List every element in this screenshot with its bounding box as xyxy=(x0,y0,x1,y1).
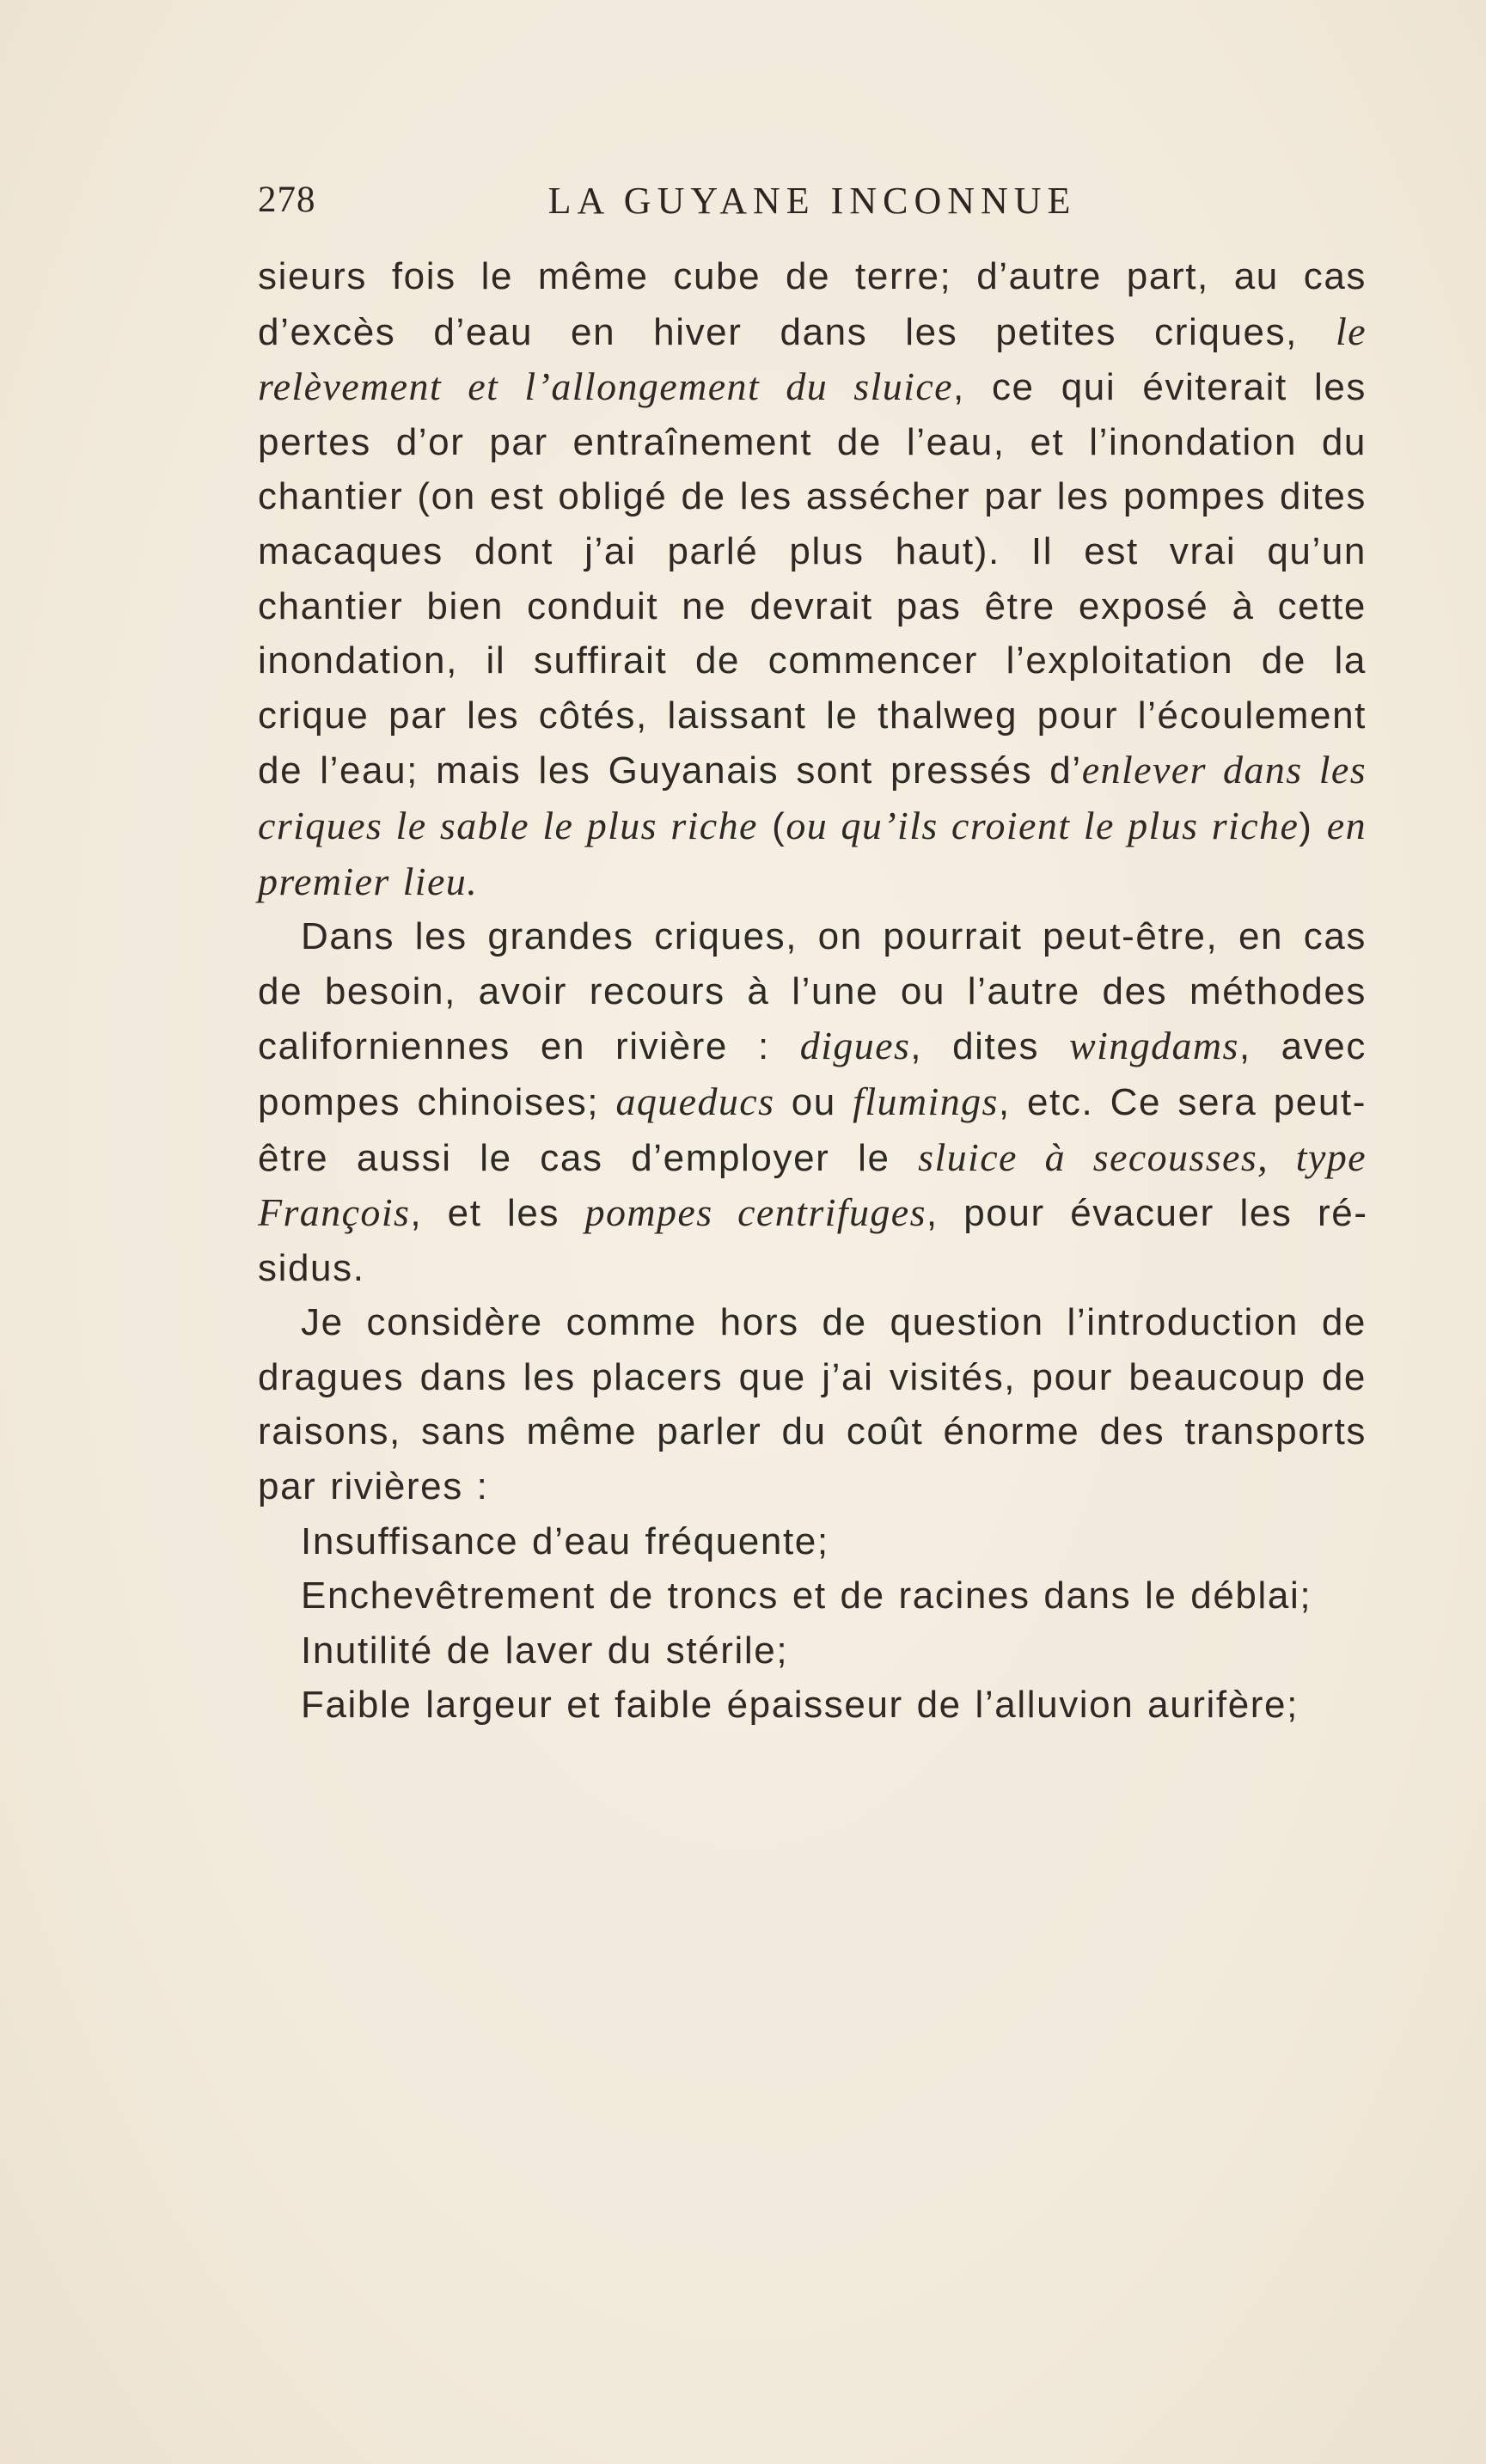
italic-text: ou qu’ils croient le plus riche xyxy=(786,803,1299,847)
text-run: ou xyxy=(774,1080,853,1123)
paragraph xyxy=(258,1295,1367,1513)
paragraph xyxy=(258,249,1367,909)
text-run: Enchevêtrement de troncs et de racines dans le déblai; xyxy=(301,1574,1312,1617)
paragraph xyxy=(258,1678,1367,1733)
page-number: 278 xyxy=(258,180,316,220)
text-run: Insuffisance d’eau fréquente; xyxy=(301,1519,829,1562)
text-run: sieurs fois le même cube de terre; d’autre part, au cas d’excès d’eau en hiver dans les petites criques, xyxy=(258,255,1367,353)
italic-text: le relèvement et l’allongement du sluice xyxy=(258,309,1367,409)
text-run: , etc. Ce sera peut-être aussi le cas d’employer le xyxy=(258,1080,1367,1179)
italic-text: wingdams xyxy=(1069,1024,1239,1068)
text-run: Dans les grandes criques, on pourrait peut-être, en cas de besoin, avoir recours à l’une ou l’autre des méthodes californiennes en rivière : xyxy=(258,915,1367,1068)
text-run: , pour évacuer les résidus. xyxy=(258,1192,1367,1289)
text-run: ) xyxy=(1299,804,1327,847)
text-run: Faible largeur et faible épaisseur de l’alluvion aurifère; xyxy=(301,1684,1299,1727)
paragraph xyxy=(258,1623,1367,1678)
running-title: LA GUYANE INCONNUE xyxy=(547,180,1077,222)
paragraph xyxy=(258,1514,1367,1569)
italic-text: en premier lieu. xyxy=(258,803,1367,903)
text-run: , avec pompes chinoises; xyxy=(258,1025,1367,1123)
italic-text: pompes centrifuges xyxy=(584,1190,926,1235)
text-run: , dites xyxy=(910,1025,1070,1068)
italic-text: digues xyxy=(799,1024,911,1068)
text-run: ( xyxy=(757,804,786,847)
text-run: , et les xyxy=(410,1192,585,1235)
paragraph xyxy=(258,1568,1367,1623)
page-header xyxy=(258,179,1367,230)
text-run: Je considère comme hors de question l’introduction de dragues dans les placers que j’ai visités, pour beaucoup de raisons, sans même parler du coût énorme des transports par rivières : xyxy=(258,1301,1367,1508)
italic-text: enlever dans les criques le sable le plus riche xyxy=(258,748,1367,847)
italic-text: flumings xyxy=(853,1079,999,1123)
body-text xyxy=(258,249,1367,1733)
italic-text: aqueducs xyxy=(615,1079,775,1123)
italic-text: sluice à secousses, type François xyxy=(258,1134,1367,1235)
paragraph xyxy=(258,909,1367,1295)
text-run: , ce qui éviterait les pertes d’or par entraînement de l’eau, et l’inondation du chantier (on est obligé de les assécher par les pompes dites macaques dont j’ai parlé plus haut). Il est vrai qu’un chantier bien conduit ne devrait pas être exposé à cette inondation, il suffirait de commencer l’exploitation de la crique par les côtés, laissant le thalweg pour l’écoulement de l’eau; mais les Guyanais sont pressés d’ xyxy=(258,366,1367,792)
text-run: Inutilité de laver du stérile; xyxy=(301,1629,789,1672)
